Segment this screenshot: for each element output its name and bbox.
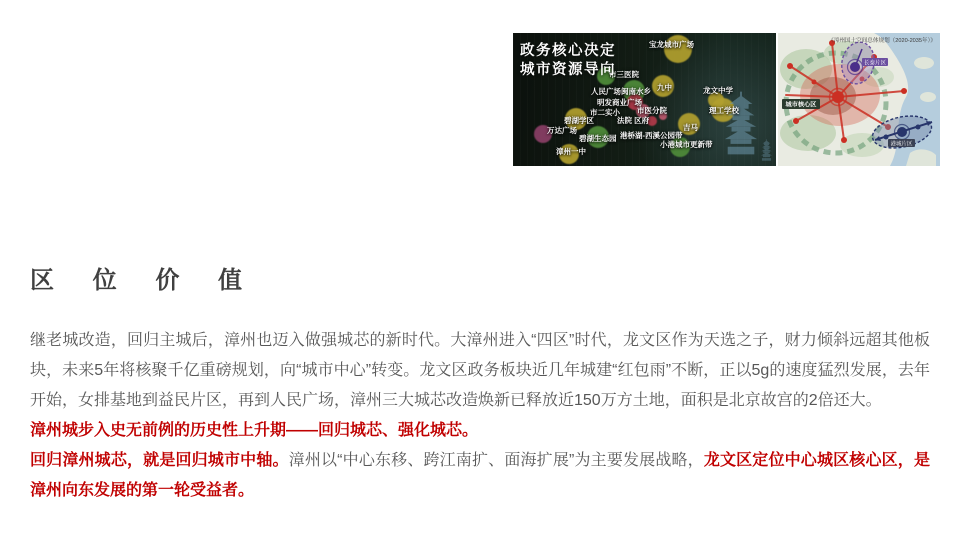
poi-label: 理工学校	[709, 106, 739, 115]
poi-label: 龙文中学	[703, 86, 733, 95]
highlight-red-1: 回归漳州城芯，就是回归城市中轴。	[30, 452, 289, 469]
plan-north-district-label: 长泰片区	[863, 60, 887, 67]
dark-map-title-line1: 政务核心决定	[520, 43, 616, 59]
poi-label: 宝龙城市广场	[649, 40, 694, 49]
poi-label: 明发商业广场	[597, 98, 642, 107]
poi-label: 人民广场	[591, 87, 621, 96]
poi-label: 市三医院	[609, 70, 639, 79]
poi-label: 漳州一中	[556, 147, 586, 156]
territorial-plan-map	[778, 33, 940, 166]
poi-label: 小港城市更新带	[660, 140, 713, 149]
government-core-map	[513, 33, 776, 166]
dark-map-title-line2: 城市资源导向	[520, 61, 616, 78]
plan-core-area-label: 城市核心区	[785, 101, 817, 109]
highlight-gray: 漳州以“中心东移、跨江南扩、面海扩展”为主要发展战略，	[288, 452, 704, 469]
poi-label: 九中	[657, 83, 672, 92]
poi-label: 万达广场	[547, 126, 577, 135]
plan-southeast-district-label: 港城片区	[890, 141, 913, 148]
hero-images	[513, 33, 940, 166]
poi-label: 法院 区府	[617, 116, 650, 125]
highlight-red-2: 龙文区定位中心城区核心区，是漳州向东发展的第一轮受益者。	[30, 452, 930, 499]
small-pagoda-icon	[760, 139, 773, 161]
poi-label: 闽南水乡	[621, 87, 651, 96]
paragraph-highlight-1: 漳州城步入史无前例的历史性上升期——回归城芯、强化城芯。	[30, 422, 479, 439]
pagoda-icon	[722, 91, 760, 155]
body-text	[30, 326, 930, 506]
dark-map-title	[520, 42, 616, 79]
page-title: 区 位 价 值	[30, 267, 244, 294]
poi-label: 市医分院	[637, 106, 667, 115]
paragraph-intro: 继老城改造，回归主城后，漳州也迈入做强城芯的新时代。大漳州进入“四区”时代，龙文区作为天选之子，财力倾斜远超其他板块，未来5年将核聚千亿重磅规划，向“城市中心”转变。龙文区政务板块近几年城建“红包雨”不断，正以5g的速度猛烈发展，去年开始，女排基地到益民片区，再到人民广场，漳州三大城芯改造焕新已释放近150万方土地，面积是北京故宫的2倍还大。	[30, 332, 930, 409]
paragraph-highlight-2	[30, 446, 930, 506]
poi-label: 吉马	[683, 123, 698, 132]
poi-label: 碧湖生态园	[579, 134, 617, 143]
poi-label: 市二实小	[590, 108, 620, 117]
plan-map-graphic	[778, 33, 940, 166]
plan-caption: 《漳州国土空间总体规划（2020-2035年）》	[828, 38, 936, 44]
poi-label: 港桥湖-西溪公园带	[620, 131, 683, 140]
poi-label: 碧湖学区	[564, 116, 594, 125]
